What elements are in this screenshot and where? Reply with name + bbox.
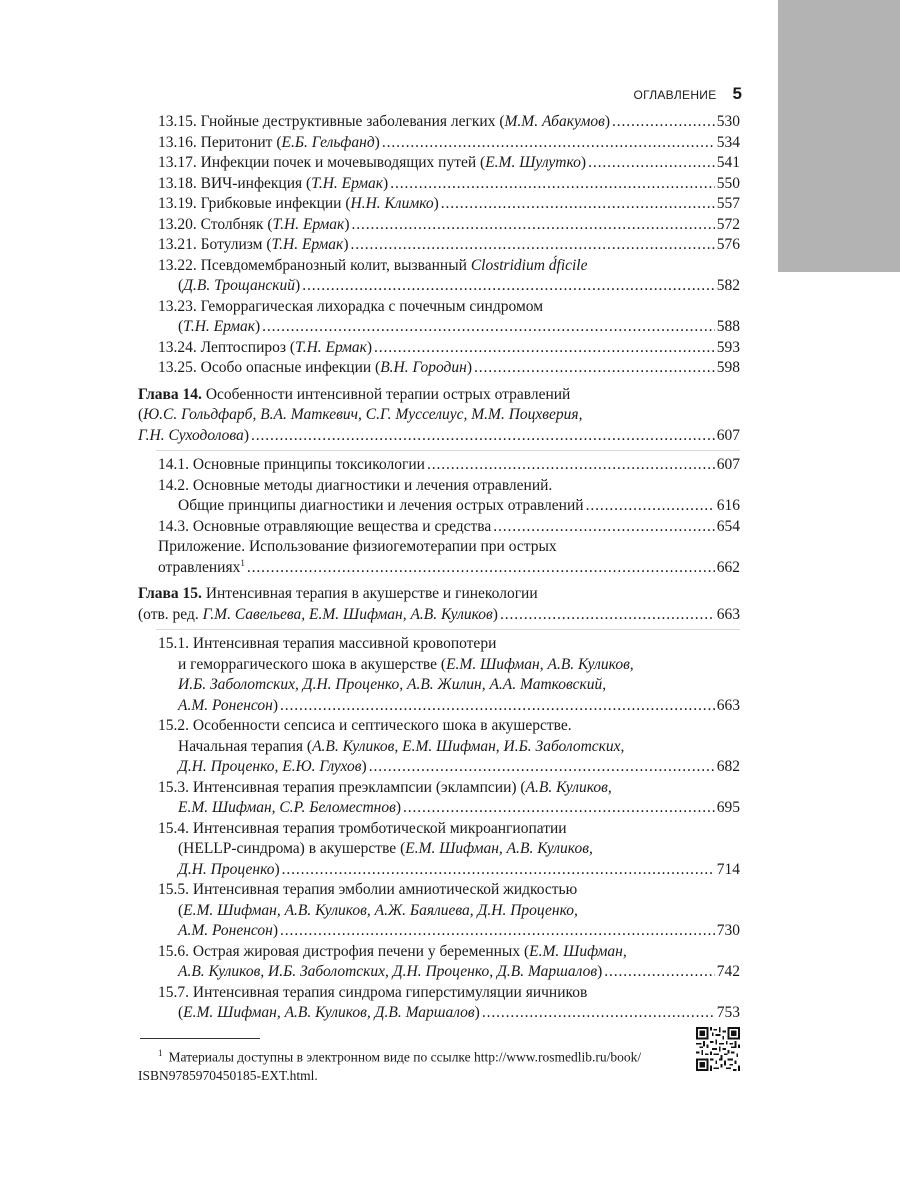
toc-entry-15-7[interactable]: 15.7. Интенсивная терапия синдрома гиперстимуляции яичников xyxy=(158,983,588,1001)
toc-entry[interactable]: 13.17. Инфекции почек и мочевыводящих путей (Е.М. Шулутко) . . . 541 xyxy=(138,153,740,174)
toc-page: 588 xyxy=(716,318,740,335)
toc-entry-14-1[interactable]: 14.1. Основные принципы токсикологии . . . 607 xyxy=(138,455,740,476)
toc-page: 654 xyxy=(716,517,740,535)
toc-entry-15-1-cont: и геморрагического шока в акушерстве (Е.М. Шифман, А.В. Куликов, xyxy=(178,655,634,673)
leader-dots xyxy=(280,921,715,942)
table-of-contents xyxy=(138,112,740,1024)
leader-dots xyxy=(280,696,715,717)
toc-entry-13-23-cont[interactable]: (Т.Н. Ермак) . . . 588 xyxy=(138,317,740,338)
footnote xyxy=(138,1044,688,1085)
leader-dots xyxy=(262,317,715,338)
page-number: 5 xyxy=(732,84,742,103)
toc-page: 541 xyxy=(716,154,740,171)
toc-entry-14-2[interactable]: 14.2. Основные методы диагностики и лечения отравлений. xyxy=(158,476,553,494)
toc-entry[interactable]: 13.18. ВИЧ-инфекция (Т.Н. Ермак) . . . 550 xyxy=(138,174,740,195)
toc-entry[interactable]: 13.19. Грибковые инфекции (Н.Н. Климко) . . . 557 xyxy=(138,194,740,215)
footnote-text[interactable]: Материалы доступны в электронном виде по ссылке http://www.rosmedlib.ru/book/ xyxy=(168,1049,642,1065)
divider xyxy=(156,450,740,451)
leader-dots xyxy=(500,605,715,626)
toc-page: 730 xyxy=(716,922,740,939)
toc-page: 607 xyxy=(716,426,740,444)
toc-entry-15-4-cont: (HELLP-синдрома) в акушерстве (Е.М. Шифман, А.В. Куликов, xyxy=(178,840,593,857)
footnote-mark: 1 xyxy=(158,1048,163,1058)
chapter-14-authors-cont[interactable]: Г.Н. Суходолова) . . . 607 xyxy=(138,426,740,447)
toc-entry-15-7-cont[interactable]: (Е.М. Шифман, А.В. Куликов, Д.В. Маршалов) . . . 753 xyxy=(138,1003,740,1024)
toc-entry-13-25[interactable]: 13.25. Особо опасные инфекции (В.Н. Городин) . . . 598 xyxy=(138,358,740,379)
toc-entry[interactable]: 13.21. Ботулизм (Т.Н. Ермак) . . . 576 xyxy=(138,235,740,256)
qr-code-icon[interactable] xyxy=(696,1027,740,1071)
footnote-marker: 1 xyxy=(240,557,245,568)
leader-dots xyxy=(612,112,715,133)
toc-page: 695 xyxy=(716,799,740,816)
toc-page: 616 xyxy=(716,497,740,514)
toc-entry-15-5[interactable]: 15.5. Интенсивная терапия эмболии амниотической жидкостью xyxy=(158,881,578,898)
toc-page: 576 xyxy=(716,236,740,253)
toc-entry[interactable]: 13.15. Гнойные деструктивные заболевания легких (М.М. Абакумов) . . . 530 xyxy=(138,112,740,133)
toc-page: 607 xyxy=(716,456,740,473)
toc-page: 662 xyxy=(716,558,740,576)
toc-page: 530 xyxy=(716,113,740,130)
divider xyxy=(156,629,740,630)
footnote-text-cont[interactable]: ISBN9785970450185-EXT.html. xyxy=(138,1067,318,1083)
chapter-15 xyxy=(138,584,740,1024)
leader-dots xyxy=(474,358,715,379)
leader-dots xyxy=(604,962,715,983)
toc-page: 593 xyxy=(716,338,740,356)
leader-dots xyxy=(282,860,715,881)
footnote-divider xyxy=(140,1038,260,1039)
toc-page: 682 xyxy=(716,758,740,775)
leader-dots xyxy=(493,517,714,538)
leader-dots xyxy=(302,276,715,297)
leader-dots xyxy=(482,1003,715,1024)
toc-entry-15-1[interactable]: 15.1. Интенсивная терапия массивной кровопотери xyxy=(158,635,497,652)
toc-page: 572 xyxy=(716,215,740,233)
leader-dots xyxy=(390,174,715,195)
toc-entry-14-3[interactable]: 14.3. Основные отравляющие вещества и средства . . . 654 xyxy=(138,517,740,538)
side-tab-marker xyxy=(778,0,900,272)
leader-dots xyxy=(586,496,715,517)
toc-entry-15-6-cont[interactable]: А.В. Куликов, И.Б. Заболотских, Д.Н. Проценко, Д.В. Маршалов) . . . 742 xyxy=(138,962,740,983)
toc-page: 663 xyxy=(716,605,740,623)
chapter-14 xyxy=(138,385,740,579)
running-header xyxy=(620,84,742,108)
chapter-13-items xyxy=(138,112,740,256)
chapter-14-heading[interactable]: Глава 14. Особенности интенсивной терапии острых отравлений xyxy=(138,385,571,403)
toc-entry-14-appendix-cont[interactable]: отравлениях$^1$ . . . 662 xyxy=(138,558,740,579)
toc-page: 714 xyxy=(716,860,740,878)
toc-entry-15-2-cont2[interactable]: Д.Н. Проценко, Е.Ю. Глухов) . . . 682 xyxy=(138,757,740,778)
toc-entry-13-22[interactable]: 13.22. Псевдомембранозный колит, вызванный Clostridium d́ficile xyxy=(158,256,588,274)
leader-dots xyxy=(374,338,715,359)
header-title: ОГЛАВЛЕНИЕ xyxy=(633,88,717,102)
toc-entry-15-3[interactable]: 15.3. Интенсивная терапия преэклампсии (эклампсии) (А.В. Куликов, xyxy=(158,778,612,796)
toc-entry-15-6[interactable]: 15.6. Острая жировая дистрофия печени у беременных (Е.М. Шифман, xyxy=(158,942,627,960)
toc-entry-15-5-cont2[interactable]: А.М. Роненсон) . . . 730 xyxy=(138,921,740,942)
toc-entry-15-5-cont: (Е.М. Шифман, А.В. Куликов, А.Ж. Баялиева, Д.Н. Проценко, xyxy=(178,901,578,919)
chapter-14-authors: (Ю.С. Гольдфарб, В.А. Маткевич, С.Г. Мусселиус, М.М. Поцхверия, xyxy=(138,406,583,423)
toc-page: 534 xyxy=(716,133,740,151)
leader-dots xyxy=(251,426,715,447)
toc-entry-15-4-cont2[interactable]: Д.Н. Проценко) . . . 714 xyxy=(138,860,740,881)
toc-entry-15-3-cont[interactable]: Е.М. Шифман, С.Р. Беломестнов) . . . 695 xyxy=(138,798,740,819)
leader-dots xyxy=(403,798,715,819)
toc-page: 550 xyxy=(716,174,740,192)
toc-page: 557 xyxy=(716,195,740,212)
toc-entry[interactable]: 13.16. Перитонит (Е.Б. Гельфанд) . . . 534 xyxy=(138,133,740,154)
leader-dots xyxy=(350,235,714,256)
toc-entry-15-1-cont2: И.Б. Заболотских, Д.Н. Проценко, А.В. Жилин, А.А. Матковский, xyxy=(178,676,607,693)
leader-dots xyxy=(351,215,714,236)
toc-entry[interactable]: 13.20. Столбняк (Т.Н. Ермак) . . . 572 xyxy=(138,215,740,236)
toc-page: 753 xyxy=(716,1004,740,1021)
toc-page: 598 xyxy=(716,359,740,376)
toc-entry-15-4[interactable]: 15.4. Интенсивная терапия тромботической микроангиопатии xyxy=(158,819,567,837)
toc-entry-15-2-cont: Начальная терапия (А.В. Куликов, Е.М. Шифман, И.Б. Заболотских, xyxy=(178,737,625,755)
toc-entry-13-23[interactable]: 13.23. Геморрагическая лихорадка с почечным синдромом xyxy=(158,297,544,315)
toc-page: 742 xyxy=(716,963,740,980)
toc-entry-14-appendix[interactable]: Приложение. Использование физиогемотерапии при острых xyxy=(158,538,557,555)
toc-entry-13-24[interactable]: 13.24. Лептоспироз (Т.Н. Ермак) . . . 593 xyxy=(138,338,740,359)
chapter-15-heading[interactable]: Глава 15. Интенсивная терапия в акушерстве и гинекологии xyxy=(138,585,538,602)
toc-entry-15-2[interactable]: 15.2. Особенности сепсиса и септического шока в акушерстве. xyxy=(158,717,572,734)
toc-page: 663 xyxy=(716,696,740,714)
leader-dots xyxy=(369,757,715,778)
toc-entry-14-2-cont[interactable]: Общие принципы диагностики и лечения острых отравлений . . . 616 xyxy=(138,496,740,517)
leader-dots xyxy=(588,153,715,174)
leader-dots xyxy=(382,133,715,154)
toc-entry-15-1-cont3[interactable]: А.М. Роненсон) . . . 663 xyxy=(138,696,740,717)
toc-page: 582 xyxy=(716,277,740,294)
chapter-15-editors[interactable]: (отв. ред. Г.М. Савельева, Е.М. Шифман, А.В. Куликов) . . . 663 xyxy=(138,605,740,626)
leader-dots xyxy=(427,455,715,476)
leader-dots xyxy=(247,558,715,579)
leader-dots xyxy=(441,194,715,215)
toc-entry-13-22-cont[interactable]: (Д.В. Трощанский) . . . 582 xyxy=(138,276,740,297)
